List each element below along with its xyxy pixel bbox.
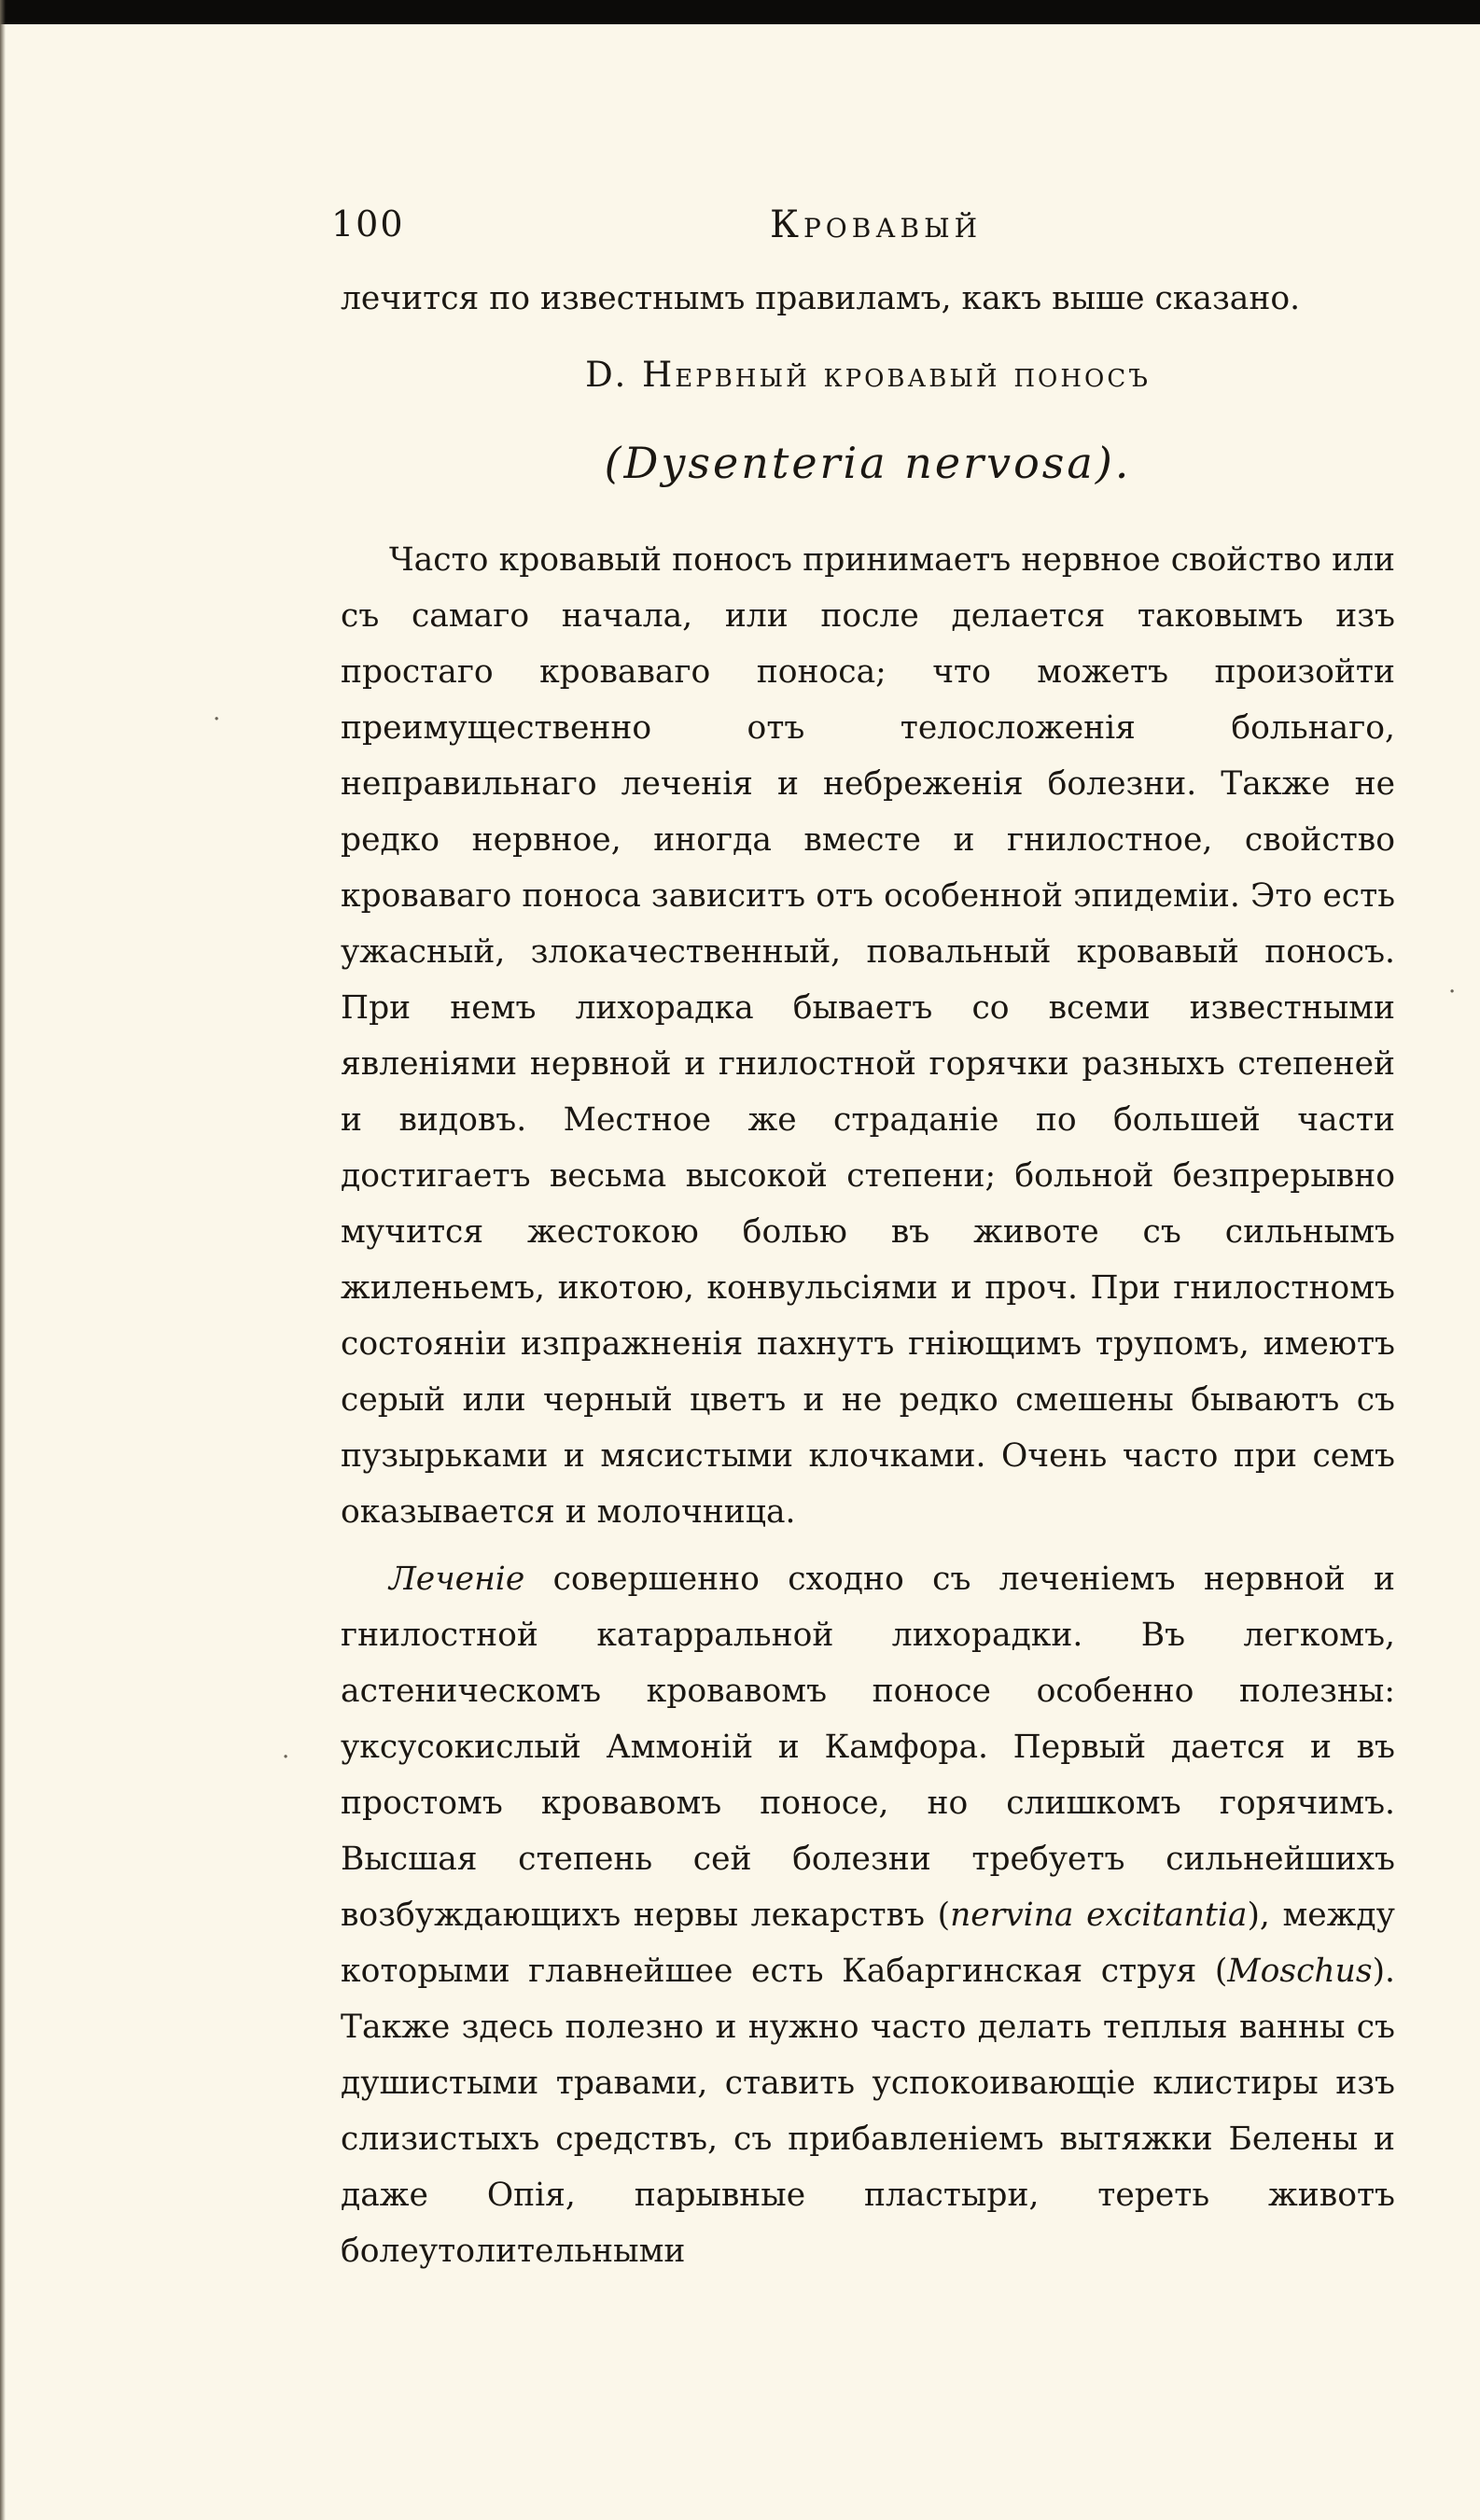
margin-mark: · xyxy=(282,1743,290,1771)
margin-mark: · xyxy=(213,706,221,734)
section-heading: D. Нервный кровавый поносъ xyxy=(585,355,1151,395)
margin-mark: · xyxy=(1448,978,1457,1006)
page-number: 100 xyxy=(331,203,405,245)
latin-term-moschus: Moschus xyxy=(1227,1953,1373,1990)
paragraph-treatment xyxy=(341,1551,1395,2279)
running-title: Кровавый xyxy=(770,203,983,246)
treatment-lead: Леченіе xyxy=(389,1561,525,1598)
continuation-text: лечится по известнымъ правиламъ, какъ выше сказано. xyxy=(341,280,1301,317)
paragraph-nervous-dysentery: Часто кровавый поносъ принимаетъ нервное свойство или съ самаго начала, или после делается таковымъ изъ простаго кроваваго поноса; что можетъ произойти преимущественно отъ телосложенія больнаго, неправильнаго леченія и небреженія болезни. Также не редко нервное, иногда вместе и гнилостное, свойство кроваваго поноса зависитъ отъ особенной эпидеміи. Это есть ужасный, злокачественный, повальный кровавый поносъ. При немъ лихорадка бываетъ со всеми известными явленіями нервной и гнилостной горячки разныхъ степеней и видовъ. Местное же страданіе по большей части достигаетъ весьма высокой степени; больной безпрерывно мучится жестокою болью въ животе съ сильнымъ жиленьемъ, икотою, конвульсіями и проч. При гнилостномъ состояніи изпражненія пахнутъ гніющимъ трупомъ, имеютъ серый или черный цветъ и не редко смешены бываютъ съ пузырьками и мясистыми клочками. Очень часто при семъ оказывается и молочница. xyxy=(341,541,1395,1531)
running-head xyxy=(331,203,1404,259)
body-text xyxy=(341,271,1395,2279)
treatment-text-1: совершенно сходно съ леченіемъ нервной и гнилостной катарральной лихорадки. Въ легкомъ, астеническомъ кровавомъ поносе особенно полезны: уксусокислый Аммоній и Камфора. Первый дается и въ простомъ кровавомъ поносе, но слишкомъ горячимъ. Высшая степень сей болезни требуетъ сильнейшихъ возбуждающихъ нервы лекарствъ ( xyxy=(341,1561,1395,1934)
treatment-text-3: ). Также здесь полезно и нужно часто делать теплыя ванны съ душистыми травами, ставить успокоивающіе клистиры изъ слизистыхъ средствъ, съ прибавленіемъ вытяжки Белены и даже Опія, парывные пластыри, тереть животъ болеутолительными xyxy=(341,1953,1395,2270)
treatment-text-2: ), между которыми главнейшее есть Кабаргинская струя ( xyxy=(341,1897,1395,1990)
latin-term-nervina: nervina excitantia xyxy=(950,1897,1248,1934)
latin-subheading: (Dysenteria nervosa). xyxy=(604,438,1132,488)
